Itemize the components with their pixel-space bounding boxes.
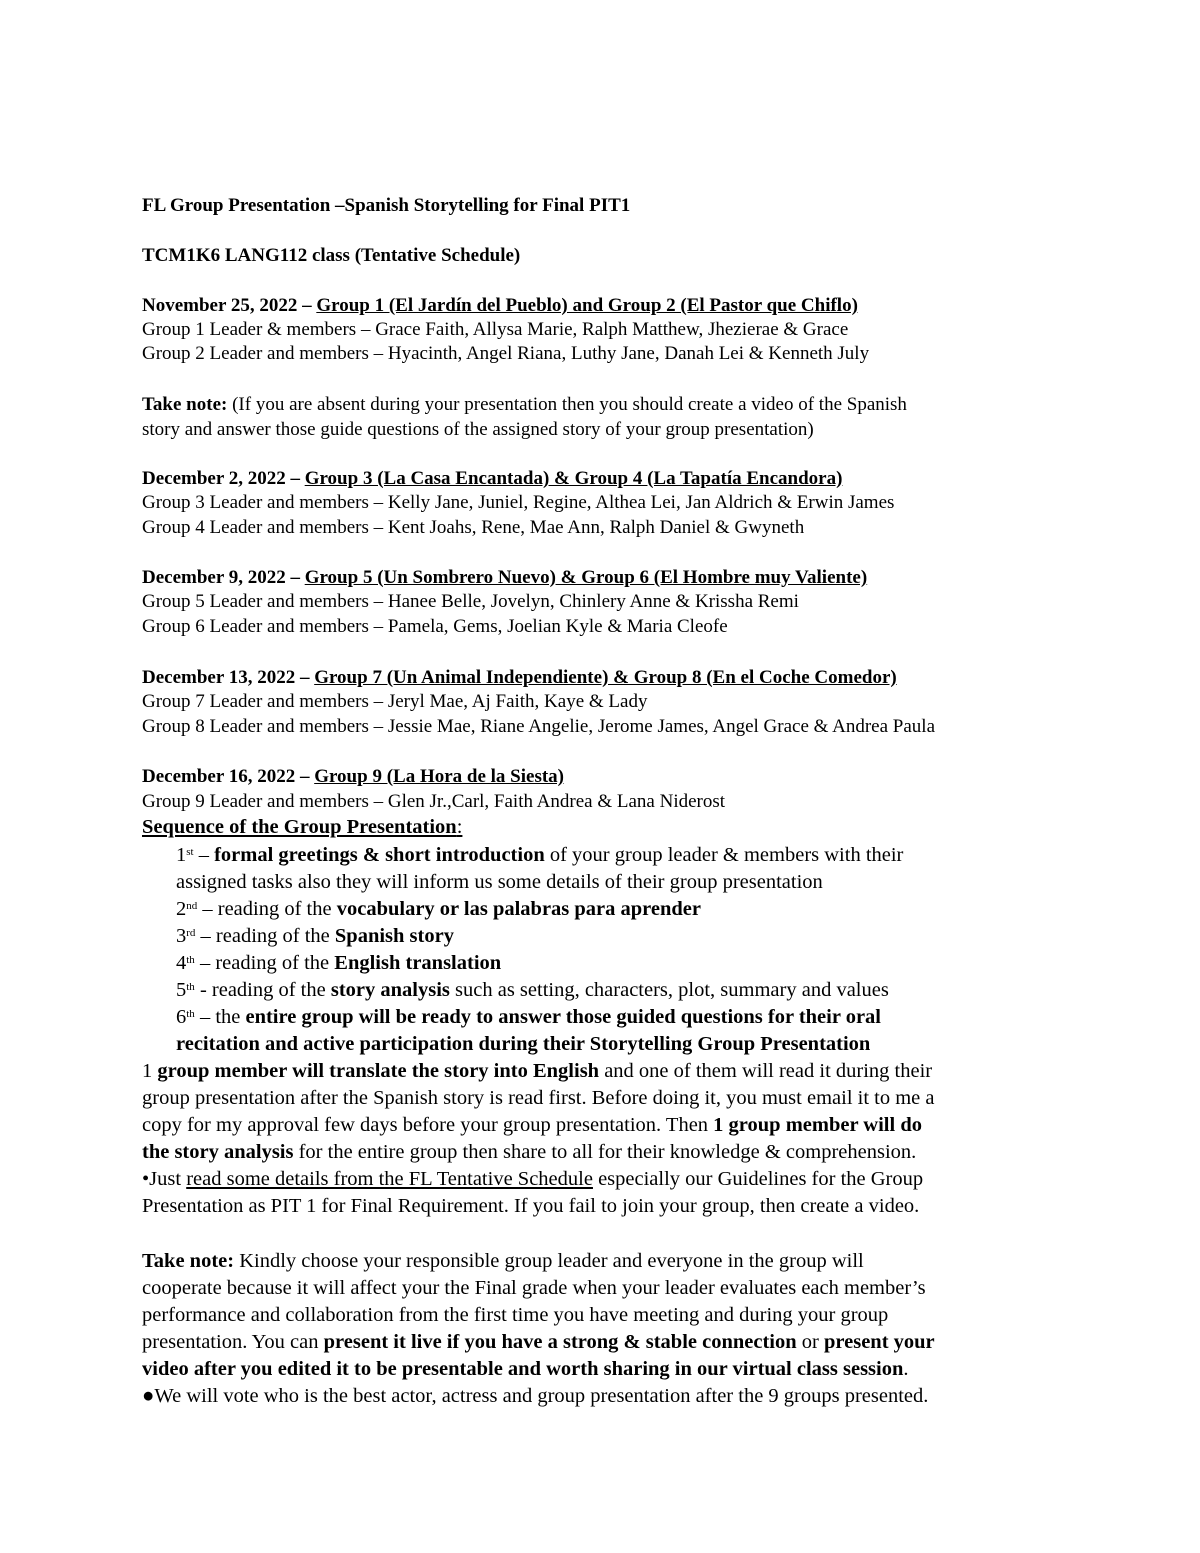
note-text: presentation. You can (142, 1331, 324, 1353)
seq-bold: vocabulary or las palabras para aprender (336, 898, 701, 920)
seq-ordinal: th (186, 981, 195, 993)
schedule-date: December 9, 2022 – (142, 567, 300, 588)
schedule-groups: Group 7 (Un Animal Independiente) & Group 8 (En el Coche Comedor) (314, 667, 897, 688)
para-underline: read some details from the FL Tentative Schedule (186, 1168, 593, 1190)
take-note-text: ●We will vote who is the best actor, actress and group presentation after the 9 groups presented. (142, 1385, 929, 1407)
schedule-date: December 2, 2022 – (142, 468, 300, 489)
document-title: FL Group Presentation –Spanish Storytelling for Final PIT1 (142, 195, 631, 216)
sequence-heading-text: Sequence of the Group Presentation (142, 816, 457, 838)
seq-number: 2 (176, 898, 187, 920)
group-members-line: Group 5 Leader and members – Hanee Belle, Jovelyn, Chinlery Anne & Krissha Remi (142, 591, 799, 612)
schedule-heading (142, 566, 867, 590)
take-note-label: Take note: (142, 394, 228, 415)
group-members-line: Group 7 Leader and members – Jeryl Mae, Aj Faith, Kaye & Lady (142, 691, 648, 712)
schedule-heading (142, 666, 897, 690)
para-bold: 1 group member will do (713, 1114, 922, 1136)
seq-text: of your group leader & members with their (544, 844, 904, 866)
para-text: •Just (142, 1168, 187, 1190)
seq-bold: formal greetings & short introduction (214, 844, 545, 866)
group-members-line: Group 4 Leader and members – Kent Joahs, Rene, Mae Ann, Ralph Daniel & Gwyneth (142, 517, 805, 538)
group-members-line: Group 2 Leader and members – Hyacinth, Angel Riana, Luthy Jane, Danah Lei & Kenneth July (142, 343, 870, 364)
para-bold: the story analysis (142, 1141, 294, 1163)
document-subtitle: TCM1K6 LANG112 class (Tentative Schedule) (142, 245, 521, 266)
sequence-item (176, 951, 501, 975)
sequence-heading (142, 815, 462, 839)
sequence-item (176, 897, 701, 921)
note-text: . (903, 1358, 909, 1380)
paragraph-line: group presentation after the Spanish story is read first. Before doing it, you must email it to me a (142, 1087, 935, 1109)
sequence-item-cont: assigned tasks also they will inform us some details of their group presentation (176, 871, 823, 893)
seq-text: such as setting, characters, plot, summary and values (449, 979, 889, 1001)
paragraph-line (142, 1167, 923, 1191)
seq-number: 1 (176, 844, 187, 866)
sequence-item (176, 843, 903, 867)
seq-number: 6 (176, 1006, 187, 1028)
schedule-date: November 25, 2022 – (142, 295, 312, 316)
seq-bold: story analysis (330, 979, 450, 1001)
para-text: 1 (142, 1060, 158, 1082)
take-note-text (142, 1357, 909, 1381)
seq-number: 3 (176, 925, 187, 947)
seq-bold: entire group will be ready to answer those guided questions for their oral (245, 1006, 882, 1028)
seq-number: 5 (176, 979, 187, 1001)
group-members-line: Group 1 Leader & members – Grace Faith, Allysa Marie, Ralph Matthew, Jhezierae & Grace (142, 319, 849, 340)
take-note-1 (142, 393, 907, 417)
note-bold: present it live if you have a strong & stable connection (323, 1331, 797, 1353)
schedule-groups: Group 1 (El Jardín del Pueblo) and Group 2 (El Pastor que Chiflo) (316, 295, 858, 316)
schedule-groups: Group 5 (Un Sombrero Nuevo) & Group 6 (El Hombre muy Valiente) (304, 567, 868, 588)
group-members-line: Group 3 Leader and members – Kelly Jane, Juniel, Regine, Althea Lei, Jan Aldrich & Erwin James (142, 492, 895, 513)
para-text: copy for my approval few days before your group presentation. Then (142, 1114, 714, 1136)
seq-text: – the (194, 1006, 246, 1028)
seq-ordinal: nd (186, 900, 198, 912)
sequence-item (176, 978, 889, 1002)
seq-ordinal: rd (186, 927, 196, 939)
seq-text: - reading of the (194, 979, 331, 1001)
take-note-2 (142, 1249, 864, 1273)
take-note-text (142, 1330, 935, 1354)
take-note-text: performance and collaboration from the first time you have meeting and during your group (142, 1304, 889, 1326)
take-note-label: Take note: (142, 1250, 235, 1272)
seq-text: – reading of the (194, 952, 335, 974)
paragraph-line (142, 1113, 922, 1137)
para-text: and one of them will read it during their (599, 1060, 933, 1082)
seq-text: – reading of the (195, 925, 335, 947)
group-members-line: Group 8 Leader and members – Jessie Mae, Riane Angelie, Jerome James, Angel Grace & Andrea Paula (142, 716, 935, 737)
paragraph-line: Presentation as PIT 1 for Final Requirement. If you fail to join your group, then create a video. (142, 1195, 920, 1217)
note-bold: present your (823, 1331, 935, 1353)
schedule-groups: Group 9 (La Hora de la Siesta) (314, 766, 565, 787)
paragraph-line (142, 1059, 932, 1083)
schedule-heading (142, 294, 858, 318)
take-note-text: Kindly choose your responsible group leader and everyone in the group will (234, 1250, 864, 1272)
take-note-text: (If you are absent during your presentation then you should create a video of the Spanish (232, 394, 907, 415)
seq-dash: – (193, 844, 215, 866)
sequence-item (176, 924, 454, 948)
seq-bold: English translation (334, 952, 502, 974)
schedule-heading (142, 765, 564, 789)
schedule-date: December 16, 2022 – (142, 766, 310, 787)
para-bold: group member will translate the story into English (157, 1060, 600, 1082)
sequence-item (176, 1005, 881, 1029)
take-note-text: cooperate because it will affect your the Final grade when your leader evaluates each member’s (142, 1277, 926, 1299)
seq-ordinal: th (186, 954, 195, 966)
note-text: or (796, 1331, 824, 1353)
schedule-groups: Group 3 (La Casa Encantada) & Group 4 (La Tapatía Encandora) (304, 468, 843, 489)
para-text: especially our Guidelines for the Group (592, 1168, 924, 1190)
para-text: for the entire group then share to all for their knowledge & comprehension. (293, 1141, 917, 1163)
seq-ordinal: st (186, 846, 194, 858)
note-bold: video after you edited it to be presentable and worth sharing in our virtual class session (142, 1358, 904, 1380)
schedule-date: December 13, 2022 – (142, 667, 310, 688)
seq-number: 4 (176, 952, 187, 974)
seq-ordinal: th (186, 1008, 195, 1020)
paragraph-line (142, 1140, 916, 1164)
group-members-line: Group 9 Leader and members – Glen Jr.,Carl, Faith Andrea & Lana Niderost (142, 791, 726, 812)
group-members-line: Group 6 Leader and members – Pamela, Gems, Joelian Kyle & Maria Cleofe (142, 616, 728, 637)
schedule-heading (142, 467, 842, 491)
sequence-heading-colon: : (456, 816, 463, 838)
take-note-text: story and answer those guide questions of the assigned story of your group presentation) (142, 419, 814, 440)
sequence-item-cont: recitation and active participation during their Storytelling Group Presentation (176, 1033, 871, 1055)
seq-text: – reading of the (197, 898, 337, 920)
seq-bold: Spanish story (334, 925, 454, 947)
